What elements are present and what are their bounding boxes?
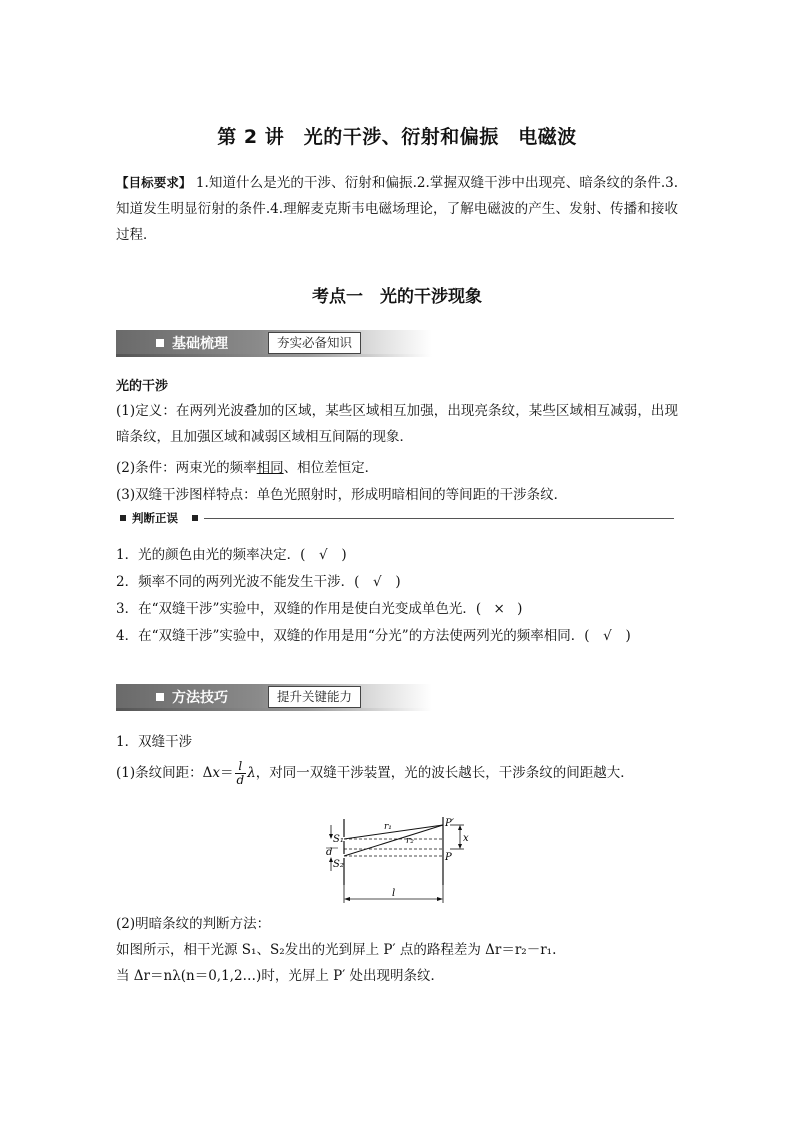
banner-subtitle: 夯实必备知识 (268, 332, 361, 354)
basics-heading: 光的干涉 (116, 379, 169, 394)
label-p: P (445, 852, 452, 863)
square-bullet-icon (156, 339, 164, 347)
method-heading: 1．双缝干涉 (116, 734, 193, 750)
banner-basics (116, 330, 432, 356)
judge-title: 判断正误 (132, 511, 178, 525)
basics-condition: (2)条件：两束光的频率相同、相位差恒定． (116, 460, 379, 476)
square-bullet-icon (156, 693, 164, 701)
judge-item: 4．在“双缝干涉”实验中，双缝的作用是用“分光”的方法使两列光的频率相同．( √ ) (116, 628, 631, 644)
label-l: l (392, 888, 396, 899)
basics-feature: (3)双缝干涉图样特点：单色光照射时，形成明暗相间的等间距的干涉条纹． (116, 487, 568, 503)
judge-mark: √ (319, 547, 328, 563)
label-r1: r₁ (384, 822, 392, 832)
label-x: x (463, 833, 469, 844)
spacing-formula-line: (1)条纹间距：Δx＝ $\frac{l}{d}$ λ，对同一双缝干涉装置，光的波长越长，干涉条纹的间距越大． (116, 759, 634, 787)
page-title: 第 2 讲 光的干涉、衍射和偏振 电磁波 (217, 126, 577, 148)
label-s1: S₁ (333, 834, 344, 845)
double-slit-diagram (312, 815, 482, 910)
banner-label: 基础梳理 (172, 336, 228, 352)
judge-header (116, 511, 676, 527)
judge-mark: × (493, 601, 505, 617)
label-s2: S₂ (333, 859, 344, 870)
banner-subtitle: 提升关键能力 (268, 686, 361, 708)
judge-item: 1．光的颜色由光的频率决定．( √ ) (116, 547, 347, 563)
judge-mark: √ (373, 574, 382, 590)
label-d: d (326, 847, 333, 858)
method-line-2: 当 Δr＝nλ(n＝0,1,2…)时，光屏上 P′ 处出现明条纹． (116, 968, 445, 984)
goal-text: 1.知道什么是光的干涉、衍射和偏振.2.掌握双缝干涉中出现亮、暗条纹的条件.3.知道发生明显衍射的条件.4.理解麦克斯韦电磁场理论，了解电磁波的产生、发射、传播和接收过程． (116, 175, 678, 243)
method-judge-heading: (2)明暗条纹的判断方法： (116, 916, 271, 932)
label-r2: r₂ (406, 836, 414, 846)
section-title: 考点一 光的干涉现象 (312, 287, 482, 307)
method-line-1: 如图所示，相干光源 S₁、S₂发出的光到屏上 P′ 点的路程差为 Δr＝r₂－r₁. (116, 942, 557, 958)
judge-item: 2．频率不同的两列光波不能发生干涉．( √ ) (116, 574, 401, 590)
judge-item: 3．在“双缝干涉”实验中，双缝的作用是使白光变成单色光．( × ) (116, 601, 523, 617)
label-p-prime: P′ (445, 818, 454, 829)
divider (204, 518, 674, 519)
judge-mark: √ (603, 628, 612, 644)
banner-underline (116, 708, 432, 711)
square-bullet-icon (120, 515, 126, 521)
basics-definition: (1)定义：在两列光波叠加的区域，某些区域相互加强，出现亮条纹，某些区域相互减弱，出现暗条纹，且加强区域和减弱区域相互间隔的现象． (116, 403, 678, 445)
goal-tag: 【目标要求】 (116, 175, 192, 190)
fraction: $\frac{l}{d}$ (236, 759, 245, 787)
banner-method (116, 684, 432, 710)
goal-paragraph (116, 170, 678, 248)
banner-label: 方法技巧 (172, 690, 228, 706)
condition-underlined: 相同 (256, 460, 284, 476)
square-bullet-icon (192, 515, 198, 521)
banner-underline (116, 354, 432, 357)
